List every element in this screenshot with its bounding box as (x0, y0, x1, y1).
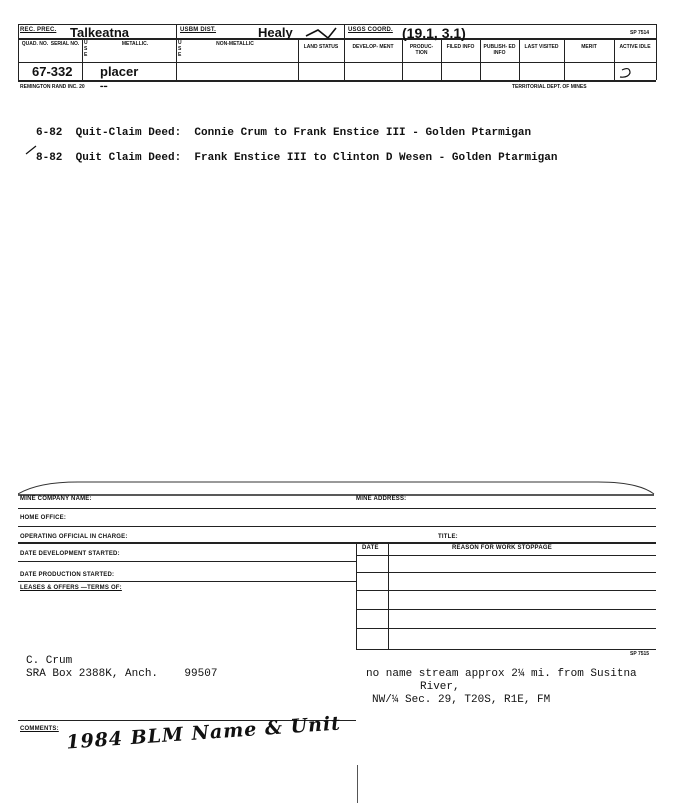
footer-right: TERRITORIAL DEPT. OF MINES (512, 84, 587, 90)
usgs-coord-value: (19.1, 3.1) (402, 25, 466, 41)
entry-line: 8-82 Quit Claim Deed: Frank Enstice III to Clinton D Wesen - Golden Ptarmigan (36, 152, 558, 164)
rec-prec-label: REC. PREC. (20, 27, 57, 33)
comments-handwritten: 1984 BLM Name & Unit (65, 712, 342, 754)
use-metallic: U S E (84, 40, 88, 58)
metallic-value: placer (100, 64, 139, 79)
form-code-bottom: SP 7515 (630, 651, 650, 657)
development-label: DEVELOP- MENT (352, 44, 394, 50)
form-code-top: SP 7514 (630, 30, 650, 36)
quad-label: QUAD. NO. (21, 41, 49, 47)
owner-name: C. Crum (26, 655, 73, 667)
home-office-label: HOME OFFICE: (20, 515, 67, 521)
mine-address-label: MINE ADDRESS: (356, 496, 407, 502)
usgs-coord-label: USGS COORD. (348, 27, 393, 33)
prod-started-label: DATE PRODUCTION STARTED: (20, 572, 115, 578)
title-label: TITLE: (438, 534, 458, 540)
footer-left: REMINGTON RAND INC. 20 (20, 84, 92, 90)
mine-company-label: MINE COMPANY NAME: (20, 496, 92, 502)
nonmetallic-label: NON-METALLIC (216, 41, 254, 47)
location-line2: River, (420, 681, 460, 693)
footer-codes: ▪▪▪ ▪▪▪▪ (100, 84, 107, 90)
tick-mark (24, 144, 38, 156)
leases-label: LEASES & OFFERS —TERMS OF: (20, 585, 122, 591)
serial-label: SERIAL NO. (50, 41, 80, 47)
production-label: PRODUC- TION (409, 44, 434, 56)
entry-line: 6-82 Quit-Claim Deed: Connie Crum to Frank Enstice III - Golden Ptarmigan (36, 127, 532, 139)
scribble-mark-right (616, 64, 652, 80)
rec-prec-value: Talkeatna (70, 25, 130, 40)
dev-started-label: DATE DEVELOPMENT STARTED: (20, 551, 120, 557)
comments-label: COMMENTS: (20, 726, 59, 732)
scribble-mark (300, 24, 342, 42)
metallic-label: METALLIC. (121, 41, 149, 47)
merit-label: MERIT (581, 44, 597, 50)
owner-address: SRA Box 2388K, Anch. 99507 (26, 668, 218, 680)
filed-info-label: FILED INFO (446, 44, 475, 50)
usbm-dist-value: Healy (258, 25, 293, 40)
land-status-label: LAND STATUS (303, 44, 339, 50)
quad-serial-value: 67-332 (32, 64, 73, 79)
reason-label: REASON FOR WORK STOPPAGE (452, 545, 552, 551)
top-curve-line (18, 478, 658, 498)
operating-official-label: OPERATING OFFICIAL IN CHARGE: (20, 534, 128, 540)
location-line1: no name stream approx 2¼ mi. from Susitna (366, 668, 637, 680)
location-line3: NW/¼ Sec. 29, T20S, R1E, FM (372, 694, 551, 706)
published-info-label: PUBLISH- ED INFO (483, 44, 516, 56)
usbm-dist-label: USBM DIST. (180, 27, 217, 33)
last-visited-label: LAST VISITED (524, 44, 559, 50)
active-idle-label: ACTIVE IDLE (619, 44, 651, 50)
date-label: DATE (362, 545, 379, 551)
use-nonmetallic: U S E (178, 40, 182, 58)
